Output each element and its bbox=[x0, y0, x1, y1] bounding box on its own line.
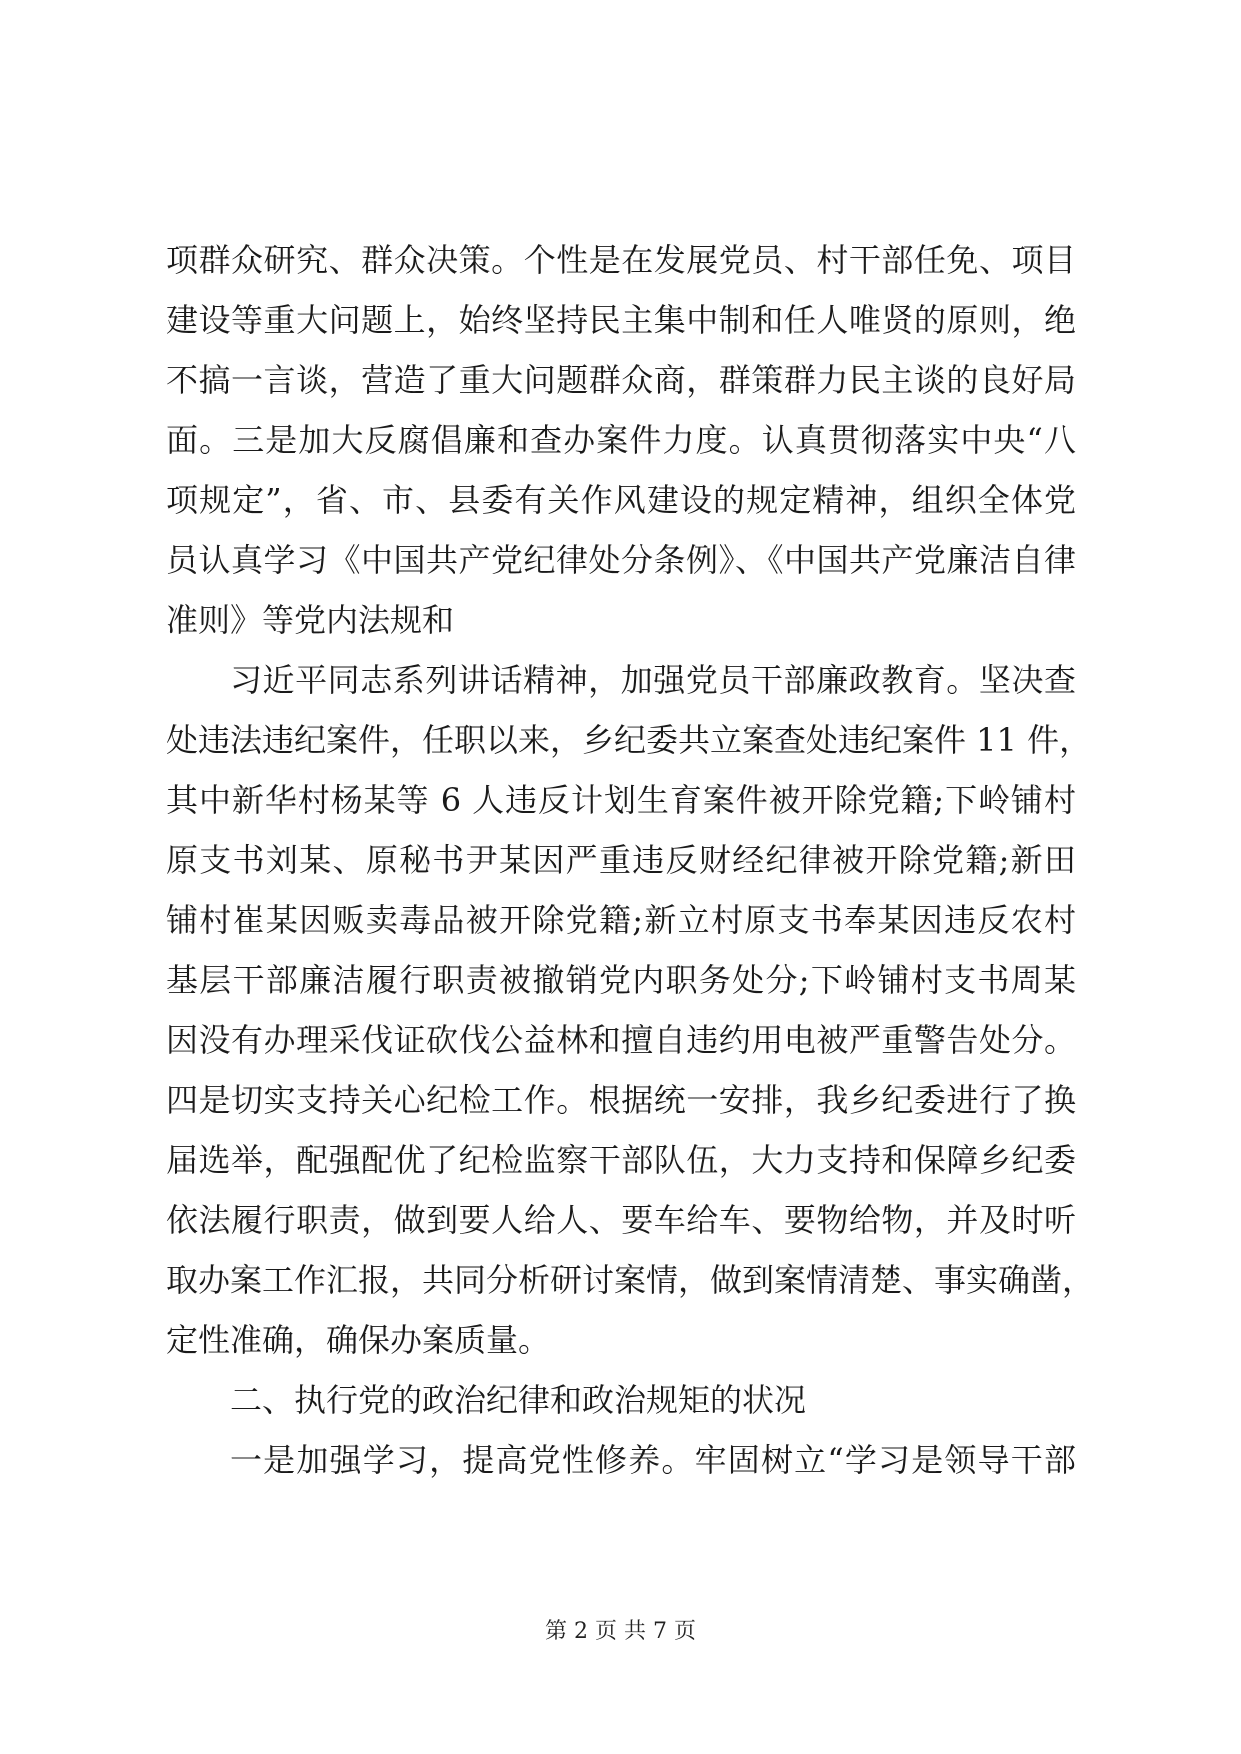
text-line: 取办案工作汇报，共同分析研讨案情，做到案情清楚、事实确凿， bbox=[166, 1261, 1095, 1299]
text-line: 员认真学习《中国共产党纪律处分条例》、《中国共产党廉洁自律 bbox=[166, 541, 1076, 579]
text-line: 定性准确，确保办案质量。 bbox=[166, 1321, 551, 1359]
page-number-footer: 第 2 页 共 7 页 bbox=[545, 1619, 696, 1644]
text-line: 一是加强学习，提高党性修养。牢固树立“学习是领导干部 bbox=[230, 1441, 1076, 1479]
text-line: 二、执行党的政治纪律和政治规矩的状况 bbox=[230, 1381, 807, 1419]
text-line: 因没有办理采伐证砍伐公益林和擅自违约用电被严重警告处分。 bbox=[166, 1021, 1076, 1059]
text-line: 基层干部廉洁履行职责被撤销党内职务处分;下岭铺村支书周某 bbox=[166, 961, 1076, 999]
text-line: 铺村崔某因贩卖毒品被开除党籍;新立村原支书奉某因违反农村 bbox=[166, 901, 1076, 939]
text-line: 项群众研究、群众决策。个性是在发展党员、村干部任免、项目 bbox=[166, 241, 1076, 279]
text-line: 处违法违纪案件，任职以来，乡纪委共立案查处违纪案件 11 件， bbox=[166, 721, 1092, 759]
text-line: 届选举，配强配优了纪检监察干部队伍，大力支持和保障乡纪委 bbox=[166, 1141, 1076, 1179]
text-line: 其中新华村杨某等 6 人违反计划生育案件被开除党籍;下岭铺村 bbox=[166, 781, 1076, 819]
text-line: 习近平同志系列讲话精神，加强党员干部廉政教育。坚决查 bbox=[230, 661, 1076, 699]
text-line: 原支书刘某、原秘书尹某因严重违反财经纪律被开除党籍;新田 bbox=[166, 841, 1076, 879]
text-line: 依法履行职责，做到要人给人、要车给车、要物给物，并及时听 bbox=[166, 1201, 1076, 1239]
text-line: 面。三是加大反腐倡廉和查办案件力度。认真贯彻落实中央“八 bbox=[166, 421, 1076, 459]
text-line: 准则》等党内法规和 bbox=[166, 601, 455, 639]
text-line: 建设等重大问题上，始终坚持民主集中制和任人唯贤的原则，绝 bbox=[166, 301, 1076, 339]
text-line: 不搞一言谈，营造了重大问题群众商，群策群力民主谈的良好局 bbox=[166, 361, 1076, 399]
document-body bbox=[166, 230, 1095, 1490]
text-line: 项规定”，省、市、县委有关作风建设的规定精神，组织全体党 bbox=[166, 481, 1076, 519]
text-line: 四是切实支持关心纪检工作。根据统一安排，我乡纪委进行了换 bbox=[166, 1081, 1076, 1119]
